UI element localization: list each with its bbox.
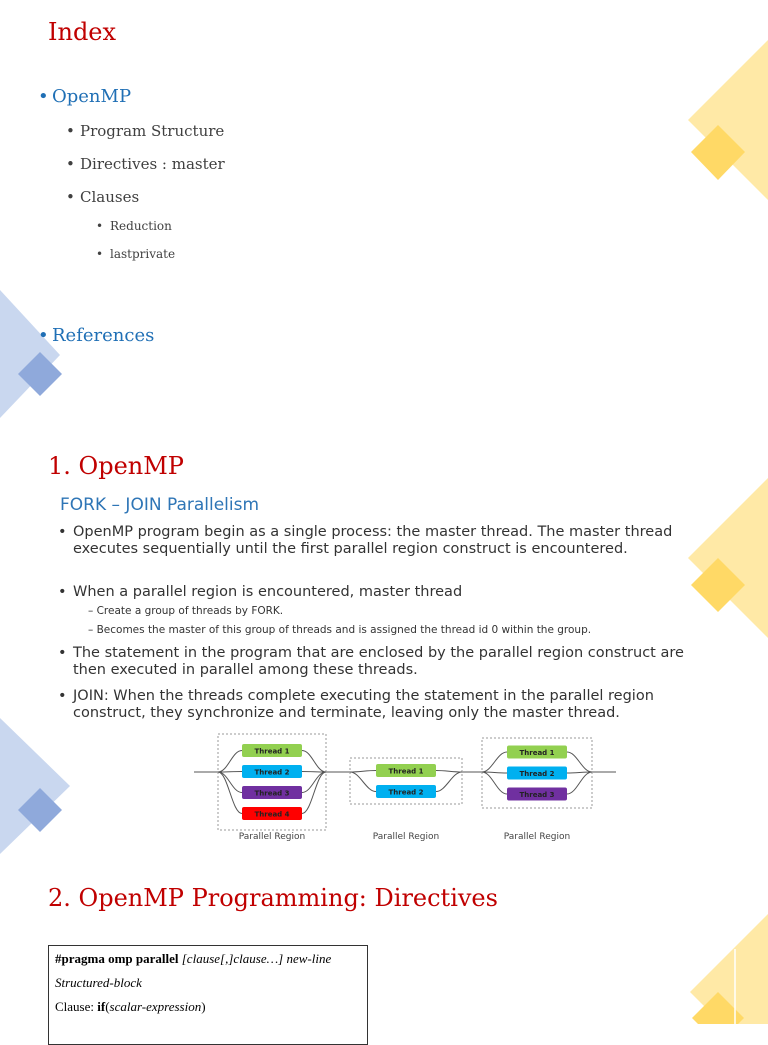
- bullet-icon: •: [38, 325, 49, 346]
- toc-item-lastprivate: • lastprivate: [96, 247, 176, 261]
- bullet-paragraph-1: • OpenMP program begin as a single process: the master thread. The master thread executes sequentially until the first parallel region construct is encountered.: [58, 524, 673, 557]
- bullet-paragraph-2: • When a parallel region is encountered, master thread: [58, 584, 463, 600]
- code-line-block: Structured-block: [55, 975, 142, 990]
- thread-label: Thread 2: [254, 768, 290, 777]
- toc-item-directives: • Directives : master: [66, 155, 225, 173]
- bullet-icon: •: [58, 688, 67, 704]
- section-title: 2. OpenMP Programming: Directives: [48, 884, 498, 912]
- thread-label: Thread 2: [519, 770, 555, 778]
- toc-item-clauses: • Clauses: [66, 188, 140, 206]
- bullet-icon: •: [96, 219, 104, 233]
- sub-bullet-fork: – Create a group of threads by FORK.: [88, 605, 284, 617]
- bullet-icon: •: [38, 86, 49, 107]
- toc-item-references: • References: [38, 325, 155, 346]
- code-line-clause: Clause: if(scalar-expression): [55, 999, 206, 1014]
- toc-item-reduction: • Reduction: [96, 219, 172, 233]
- toc-item-program-structure: • Program Structure: [66, 122, 225, 140]
- fork-join-diagram: [190, 724, 620, 842]
- thread-label: Thread 4: [254, 810, 290, 819]
- page-title: Index: [48, 18, 117, 46]
- thread-label: Thread 3: [519, 791, 555, 799]
- region-label: Parallel Region: [372, 832, 440, 842]
- thread-label: Thread 3: [254, 789, 290, 798]
- thread-label: Thread 1: [388, 767, 424, 776]
- section-subtitle: FORK – JOIN Parallelism: [60, 495, 260, 515]
- bullet-icon: •: [58, 645, 67, 661]
- slide-decoration: [0, 0, 768, 418]
- bullet-paragraph-4: • JOIN: When the threads complete executing the statement in the parallel region construct, they synchronize and terminate, leaving only the master thread.: [58, 688, 654, 721]
- bullet-icon: •: [58, 584, 67, 600]
- slide-index: [0, 0, 768, 418]
- slide-openmp: [0, 418, 768, 854]
- fork-connector: [218, 772, 242, 773]
- toc-item-openmp: • OpenMP: [38, 86, 132, 107]
- region-label: Parallel Region: [238, 832, 306, 842]
- region-label: Parallel Region: [503, 832, 571, 842]
- code-syntax-box: [48, 945, 368, 1045]
- code-line-pragma: #pragma omp parallel [clause[,]clause…] new-line: [55, 951, 332, 966]
- thread-label: Thread 1: [519, 749, 555, 757]
- bullet-icon: •: [58, 524, 67, 540]
- bullet-paragraph-3: • The statement in the program that are enclosed by the parallel region construct are then executed in parallel among these threads.: [58, 645, 684, 678]
- bullet-icon: •: [66, 155, 75, 173]
- thread-label: Thread 1: [254, 747, 290, 756]
- bullet-icon: •: [66, 122, 75, 140]
- bullet-icon: •: [66, 188, 75, 206]
- section-title: 1. OpenMP: [48, 452, 184, 480]
- sub-bullet-master-id: – Becomes the master of this group of threads and is assigned the thread id 0 within the group.: [88, 624, 592, 636]
- join-connector: [302, 772, 326, 773]
- bullet-icon: •: [96, 247, 104, 261]
- thread-label: Thread 2: [388, 788, 424, 797]
